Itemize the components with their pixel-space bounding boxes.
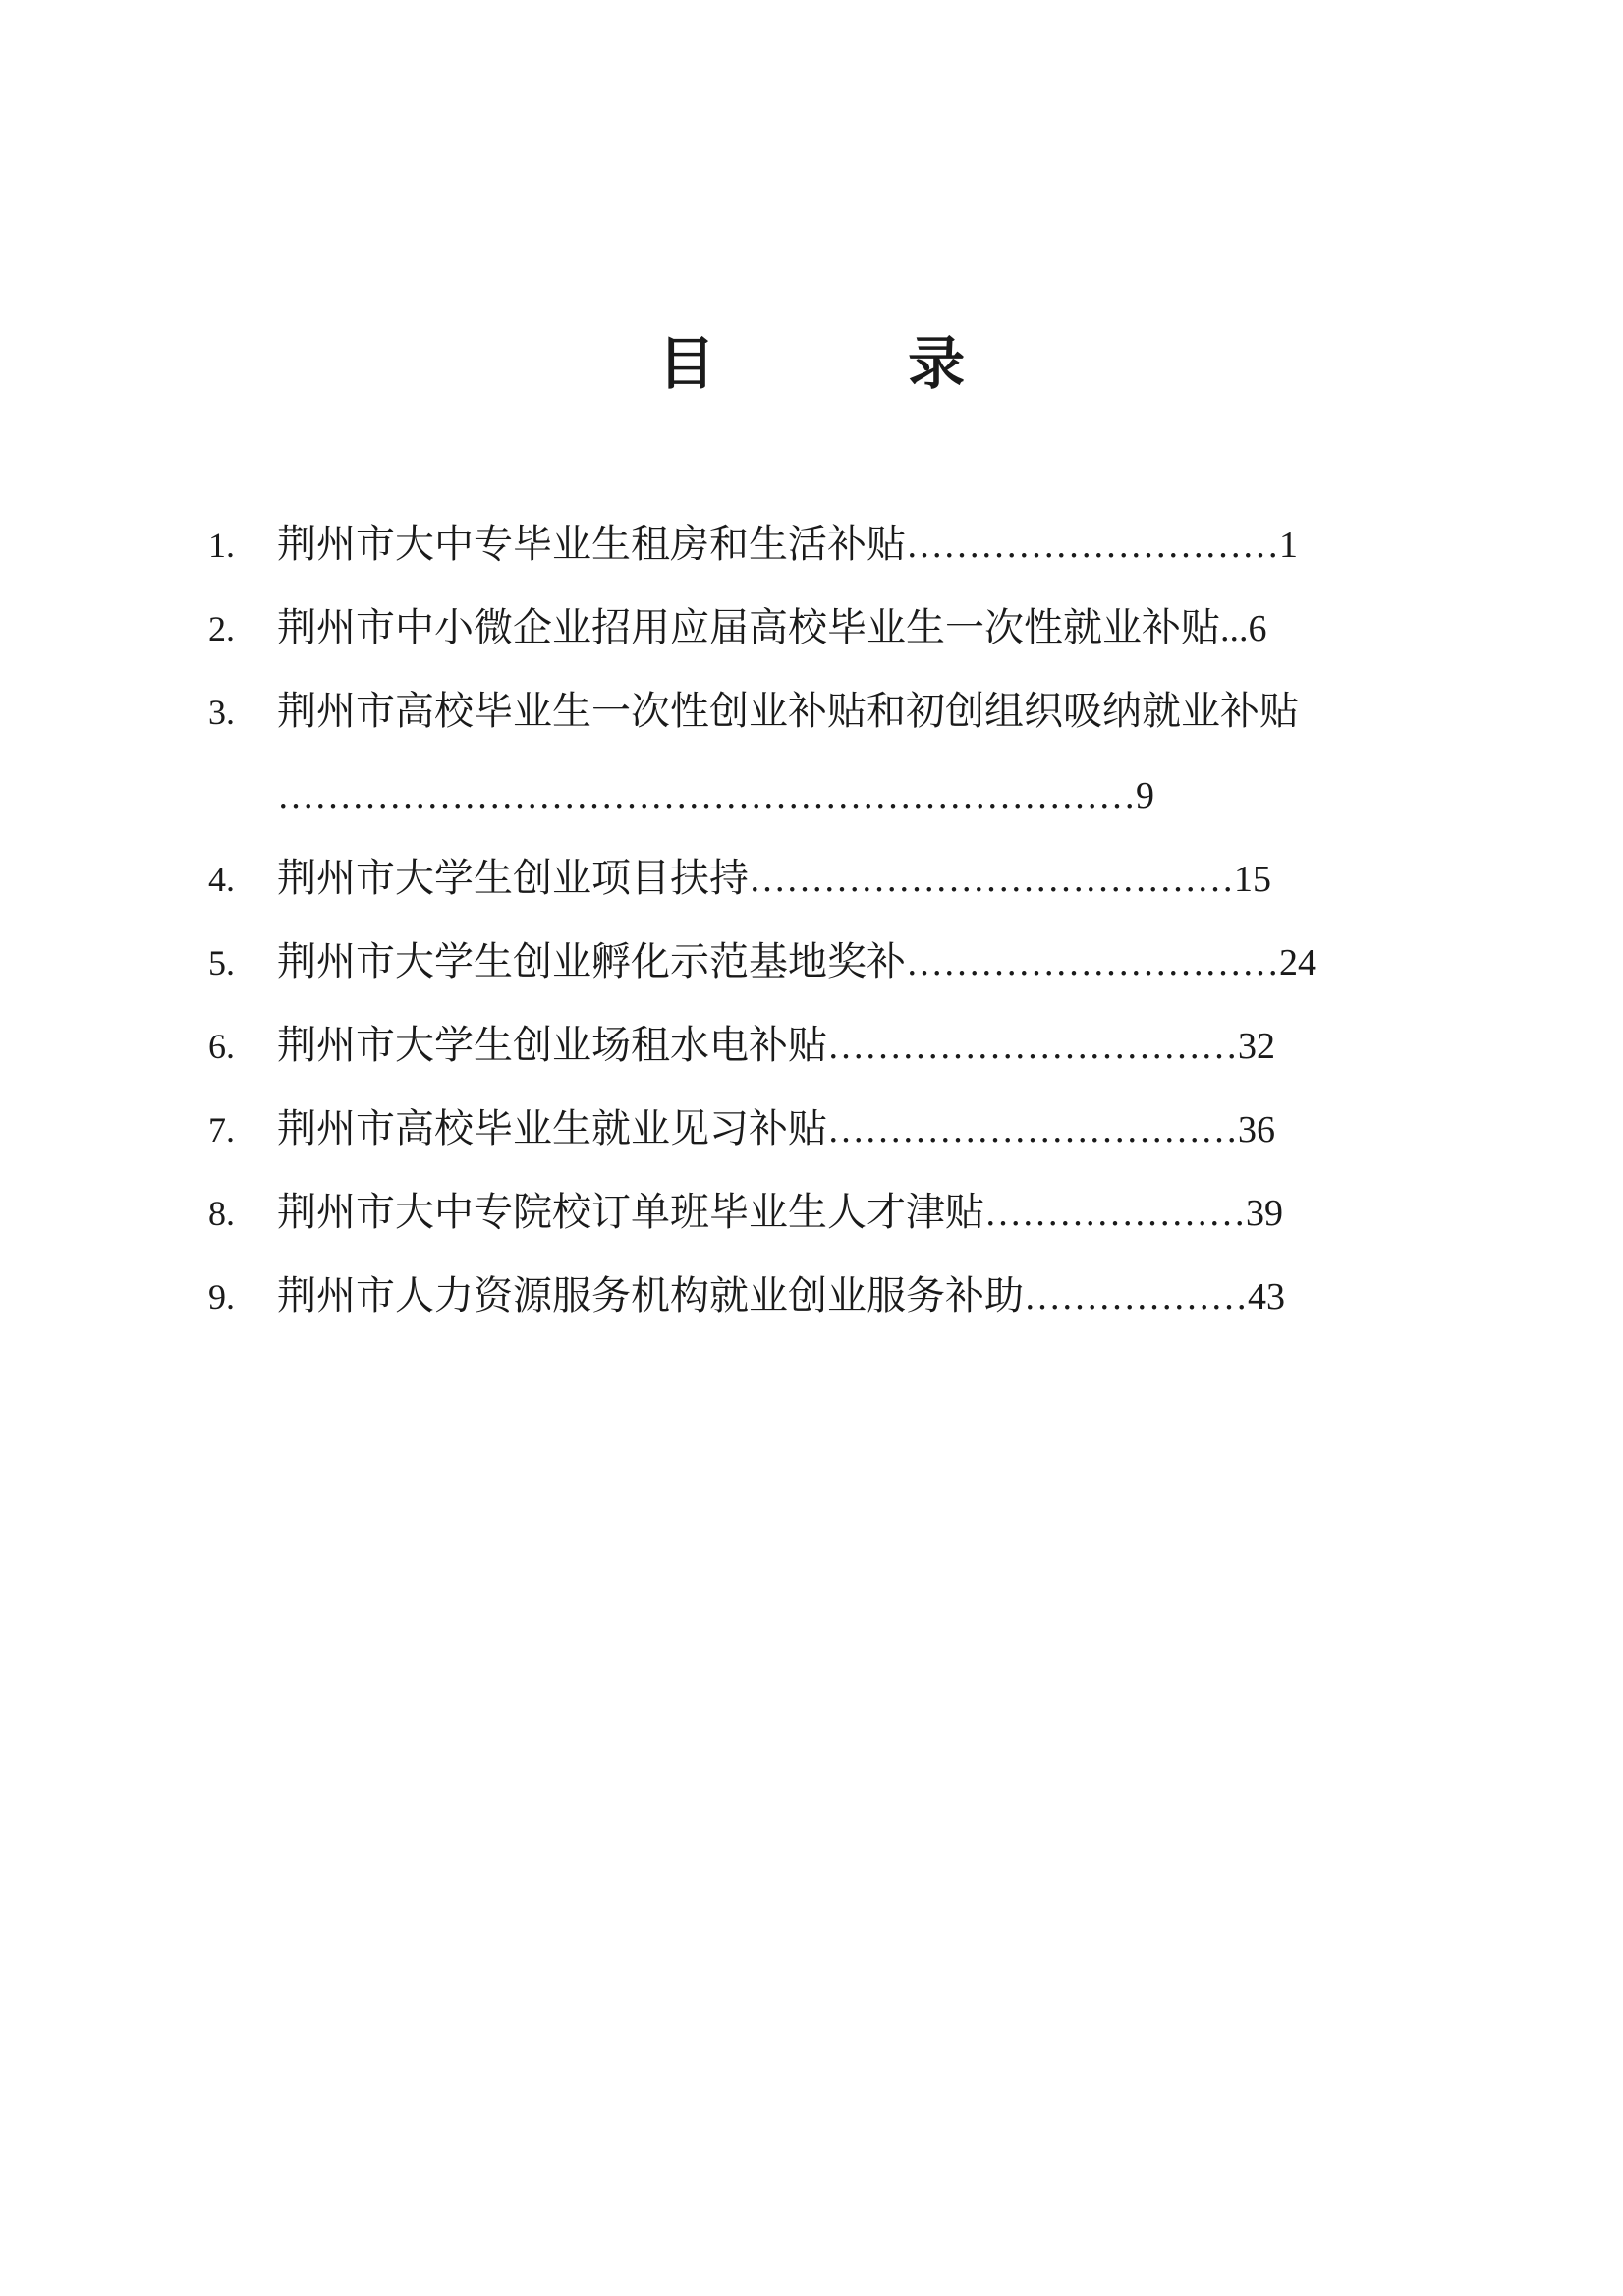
toc-entry-text: 荆州市大中专毕业生租房和生活补贴	[277, 522, 906, 567]
toc-entry-leader: …………………………	[906, 942, 1279, 983]
toc-entry-page: 6	[1248, 608, 1267, 649]
toc-entry-6[interactable]	[208, 1004, 1436, 1088]
toc-entry-number: 8.	[208, 1194, 235, 1233]
toc-list	[208, 503, 1436, 1338]
toc-entry-text: 荆州市中小微企业招用应届高校毕业生一次性就业补贴	[277, 605, 1220, 650]
toc-entry-leader: …………………………………	[749, 859, 1234, 900]
toc-entry-continuation	[208, 754, 1436, 837]
toc-entry-5[interactable]	[208, 921, 1436, 1004]
toc-entry-text: 荆州市大中专院校订单班毕业生人才津贴	[277, 1190, 984, 1235]
toc-entry-number: 1.	[208, 526, 235, 565]
toc-entry-page: 36	[1238, 1109, 1275, 1150]
toc-entry-leader: ……………………………	[827, 1026, 1238, 1067]
toc-entry-number: 4.	[208, 860, 235, 899]
toc-entry-leader: …………………………	[906, 525, 1279, 566]
toc-entry-number: 7.	[208, 1110, 235, 1149]
toc-entry-leader: ……………………………	[827, 1109, 1238, 1150]
toc-entry-number: 5.	[208, 943, 235, 982]
toc-entry-number: 9.	[208, 1277, 235, 1316]
toc-entry-8[interactable]	[208, 1171, 1436, 1255]
toc-entry-text: 荆州市高校毕业生一次性创业补贴和初创组织吸纳就业补贴	[277, 689, 1299, 734]
toc-entry-leader: ……………………………………………………………	[277, 775, 1136, 816]
toc-entry-page: 39	[1246, 1193, 1283, 1234]
toc-entry-text: 荆州市人力资源服务机构就业创业服务补助	[277, 1273, 1024, 1318]
toc-entry-number: 6.	[208, 1027, 235, 1066]
toc-entry-text: 荆州市大学生创业场租水电补贴	[277, 1023, 827, 1068]
toc-entry-1[interactable]	[208, 503, 1436, 587]
toc-entry-page: 1	[1279, 525, 1298, 566]
toc-entry-4[interactable]	[208, 837, 1436, 921]
toc-entry-text: 荆州市大学生创业孵化示范基地奖补	[277, 939, 906, 984]
toc-entry-text: 荆州市大学生创业项目扶持	[277, 856, 749, 901]
toc-title: 目 录	[657, 330, 1052, 397]
toc-entry-9[interactable]	[208, 1255, 1436, 1338]
toc-entry-number: 2.	[208, 609, 235, 648]
toc-entry-page: 43	[1248, 1276, 1285, 1317]
toc-entry-7[interactable]	[208, 1088, 1436, 1171]
toc-entry-page: 15	[1234, 859, 1271, 900]
toc-entry-page: 32	[1238, 1026, 1275, 1067]
toc-entry-3[interactable]	[208, 670, 1436, 837]
toc-entry-number: 3.	[208, 693, 235, 732]
toc-entry-leader: …………………	[984, 1193, 1246, 1234]
toc-entry-leader: ...	[1220, 608, 1249, 649]
toc-entry-text: 荆州市高校毕业生就业见习补贴	[277, 1106, 827, 1151]
toc-entry-2[interactable]	[208, 587, 1436, 670]
toc-entry-leader: ………………	[1024, 1276, 1248, 1317]
toc-entry-page: 9	[1136, 775, 1154, 816]
toc-entry-page: 24	[1279, 942, 1316, 983]
